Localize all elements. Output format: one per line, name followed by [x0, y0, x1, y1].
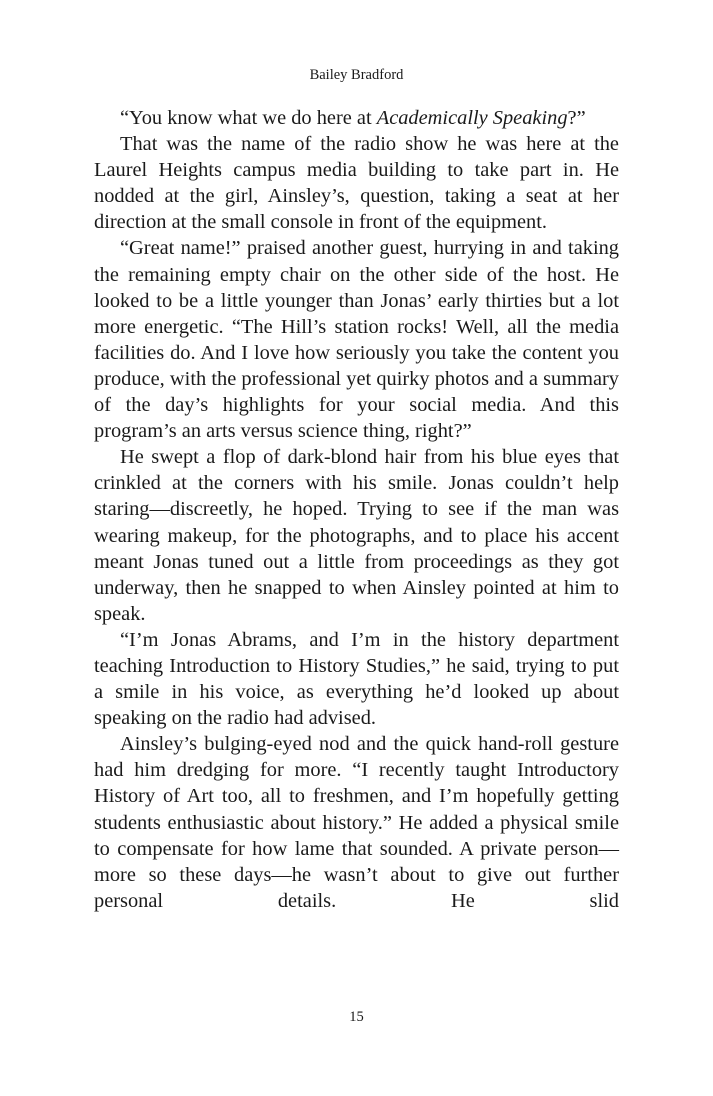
page-number	[0, 1008, 713, 1026]
paragraph: “I’m Jonas Abrams, and I’m in the history department teaching Introduction to History Studies,” he said, trying to put a smile in his voice, as everything he’d looked up about speaking on the radio had advised.	[94, 628, 619, 730]
paragraph	[94, 105, 619, 131]
body-text	[94, 105, 619, 914]
paragraph-text: ?”	[567, 107, 586, 129]
paragraph: That was the name of the radio show he was here at the Laurel Heights campus media building to take part in. He nodded at the girl, Ainsley’s, question, taking a seat at her direction at the small console in front of the equipment.	[94, 133, 619, 234]
paragraph: “Great name!” praised another guest, hurrying in and taking the remaining empty chair on the other side of the host. He looked to be a little younger than Jonas’ early thirties but a lot more energetic. “The Hill’s station rocks! Well, all the media facilities do. And I love how seriously you take the content you produce, with the professional yet quirky photos and a summary of the day’s highlights for your social media. And this program’s an arts versus science thing, right?”	[94, 237, 619, 443]
paragraph: Ainsley’s bulging-eyed nod and the quick hand-roll gesture had him dredging for more. “I recently taught Introductory History of Art too, all to freshmen, and I’m hopefully getting students enthusiastic about history.” He added a physical smile to compensate for how lame that sounded. A private person—more so these days—he wasn’t about to give out further personal details. He slid	[94, 733, 619, 912]
running-header	[0, 66, 713, 84]
paragraph-text: “You know what we do here at	[120, 107, 377, 129]
show-title-italic: Academically Speaking	[376, 107, 568, 129]
header-author: Bailey Bradford	[309, 67, 404, 83]
paragraph: He swept a flop of dark-blond hair from his blue eyes that crinkled at the corners with his smile. Jonas couldn’t help staring—discreetly, he hoped. Trying to see if the man was wearing makeup, for the photographs, and to place his accent meant Jonas tuned out a little from proceedings as they got underway, then he snapped to when Ainsley pointed at him to speak.	[94, 446, 619, 625]
page-number-text: 15	[349, 1009, 364, 1025]
